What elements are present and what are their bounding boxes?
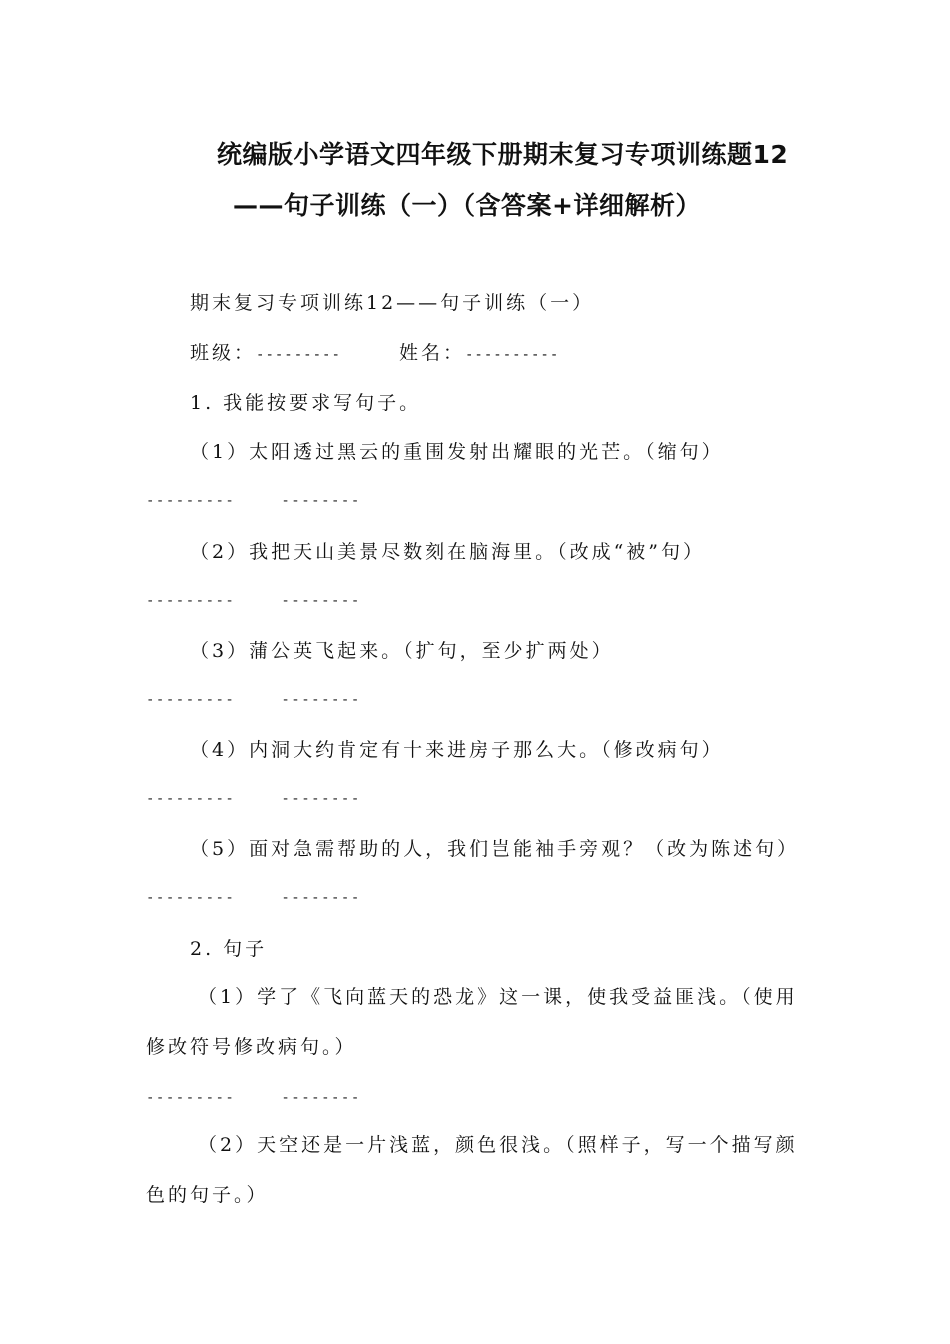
document-title-line-2: ——句子训练（一）（含答案+详细解析） xyxy=(233,191,701,220)
document-title-line-1: 统编版小学语文四年级下册期末复习专项训练题12 xyxy=(217,140,789,169)
answer-line xyxy=(146,1090,361,1106)
question-1-item-2: （2）我把天山美景尽数刻在脑海里。（改成“被”句） xyxy=(190,541,706,563)
answer-blank: -------- xyxy=(281,493,361,509)
answer-blank: -------- xyxy=(281,1090,361,1106)
answer-line xyxy=(146,791,361,807)
question-2-item-1: （1）学了《飞向蓝天的恐龙》这一课，使我受益匪浅。（使用修改符号修改病句。） xyxy=(146,986,798,1058)
name-blank: ---------- xyxy=(464,347,560,363)
question-1-item-3: （3）蒲公英飞起来。（扩句，至少扩两处） xyxy=(190,640,614,662)
answer-blank: --------- xyxy=(146,791,236,807)
question-2-heading: 2. 句子 xyxy=(190,938,268,960)
exercise-subtitle: 期末复习专项训练12——句子训练（一） xyxy=(190,292,595,314)
answer-blank: --------- xyxy=(146,890,236,906)
name-label: 姓名： xyxy=(398,342,465,364)
answer-blank: --------- xyxy=(146,692,236,708)
answer-line xyxy=(146,692,361,708)
class-blank: --------- xyxy=(256,347,341,363)
answer-blank: --------- xyxy=(146,493,236,509)
answer-blank: --------- xyxy=(146,1090,236,1106)
answer-line xyxy=(146,890,361,906)
question-2-item-2: （2）天空还是一片浅蓝，颜色很浅。（照样子，写一个描写颜色的句子。） xyxy=(146,1134,798,1206)
question-1-item-5: （5）面对急需帮助的人，我们岂能袖手旁观？（改为陈述句） xyxy=(190,838,800,860)
answer-blank: -------- xyxy=(281,692,361,708)
answer-blank: -------- xyxy=(281,791,361,807)
class-label: 班级： xyxy=(190,342,257,364)
answer-blank: -------- xyxy=(281,593,361,609)
question-1-item-4: （4）内洞大约肯定有十来进房子那么大。（修改病句） xyxy=(190,739,724,761)
answer-line xyxy=(146,493,361,509)
answer-line xyxy=(146,593,361,609)
question-1-heading: 1. 我能按要求写句子。 xyxy=(190,392,422,414)
question-1-item-1: （1）太阳透过黑云的重围发射出耀眼的光芒。（缩句） xyxy=(190,441,724,463)
answer-blank: --------- xyxy=(146,593,236,609)
class-name-row xyxy=(190,338,559,365)
answer-blank: -------- xyxy=(281,890,361,906)
